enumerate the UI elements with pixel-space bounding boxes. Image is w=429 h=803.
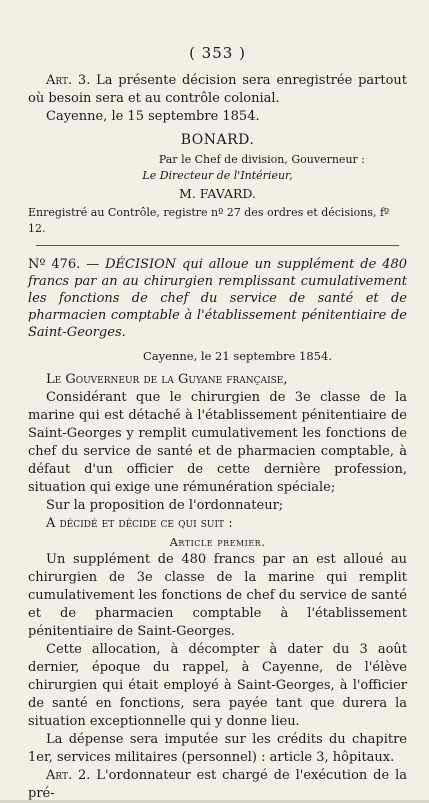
expense-paragraph: La dépense sera imputée sur les crédits du chapitre 1er, services militaires (personnel) : article 3, hôpitaux. [28,732,407,765]
allocation-paragraph: Cette allocation, à décompter à dater du 3 août dernier, époque du rappel, à Cayenne, de l'élève chirurgien qui était employé à Saint-Georges, à l'officier de santé en fonctions, sera payée tant que durera la situation exceptionnelle qui y donne lieu. [28,642,407,729]
governor-line [28,371,407,389]
article-2 [28,767,407,803]
by-chief-line: Par le Chef de division, Gouverneur : [158,153,365,166]
article-first-heading: Article premier. [169,535,266,549]
decision-number: Nº 476. — [28,257,100,272]
decision-date: Cayenne, le 21 septembre 1854. [143,349,332,363]
governor-text: Le Gouverneur de la Guyane française, [46,372,288,387]
decided-line: A décidé et décide ce qui suit : [46,516,233,531]
place-date-1: Cayenne, le 15 septembre 1854. [46,109,260,124]
article-3-label: Art. 3. [46,73,91,88]
section-divider [36,245,399,246]
page-number: ( 353 ) [189,44,246,62]
director-title: Le Directeur de l'Intérieur, [142,169,293,182]
proposal-line: Sur la proposition de l'ordonnateur; [46,498,284,513]
signature-bonard: BONARD. [180,132,255,148]
article-1-text: Un supplément de 480 francs par an est alloué au chirurgien de 3e classe de la marine qui remplit cumulativement les fonctions de chef du service de santé et de pharmacien comptable à l'établissement pénitentiaire de Saint-Georges. [28,552,407,639]
director-name: M. FAVARD. [179,186,256,201]
considering-paragraph: Considérant que le chirurgien de 3e classe de la marine qui est détaché à l'établissement pénitentiaire de Saint-Georges y remplit cumulativement les fonctions de chef du service de santé et de pharmacien comptable, à défaut d'un officier de cette dernière profession, situation qui exige une rémunération spéciale; [28,390,407,495]
decision-heading [28,256,407,341]
article-3-text: La présente décision sera enregistrée partout où besoin sera et au contrôle colonial. [28,73,407,106]
article-2-label: Art. 2. [46,768,91,783]
decision-heading-text: DÉCISION qui alloue un supplément de 480 francs par an au chirurgien remplissant cumulativement les fonctions de chef du service de santé et de pharmacien comptable à l'établissement pénitentiaire de Saint-Georges. [28,257,407,340]
article-3 [28,72,407,108]
registration-line: Enregistré au Contrôle, registre nº 27 des ordres et décisions, fº 12. [28,206,390,235]
article-2-text: L'ordonnateur est chargé de l'exécution de la pré- [28,768,407,801]
